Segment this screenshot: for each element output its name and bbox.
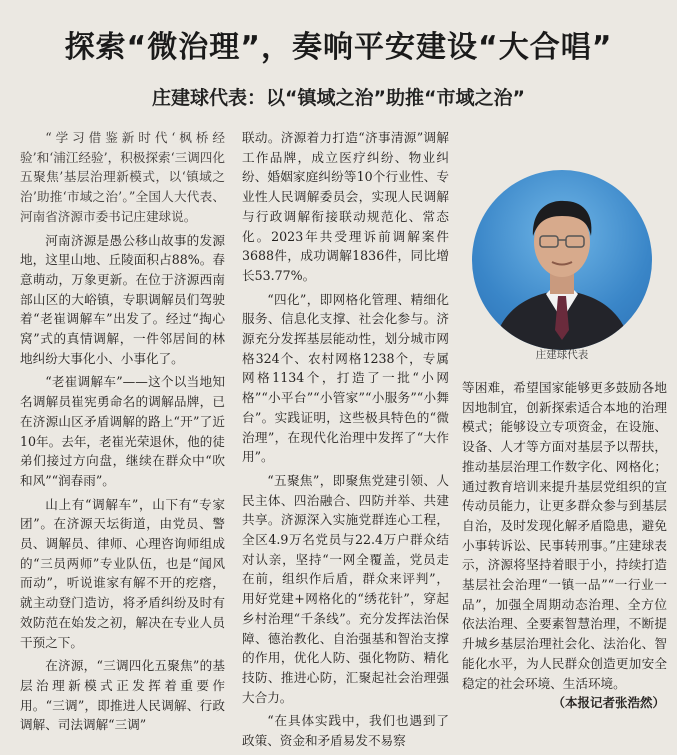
article-column-3 bbox=[462, 378, 667, 697]
photo-caption: 庄建球代表 bbox=[535, 349, 589, 361]
paragraph: 在济源，“三调四化五聚焦”的基层治理新模式正发挥着重要作用。“三调”，即推进人民调解、行政调解、司法调解“三调” bbox=[20, 658, 225, 733]
paragraph: 等困难，希望国家能够更多鼓励各地因地制宜，创新探索适合本地的治理模式；能够设立专项资金，在设施、设备、人才等方面对基层予以帮扶，推动基层治理工作数字化、网格化；通过教育培训来提升基层党组织的宣传动员能力，让更多群众参与到基层自治，及时发现化解矛盾隐患，避免小事转诉讼、民事转刑事。”庄建球表示，济源将坚持着眼于小，持续打造基层社会治理“一镇一品”“一行业一品”，加强全周期动态治理、全方位依法治理、全要素智慧治理，不断提升城乡基层治理社会化、法治化、智能化水平，为人民群众创造更加安全稳定的社会环境、生活环境。 bbox=[462, 380, 667, 691]
subheadline: 庄建球代表：以“镇域之治”助推“市域之治” bbox=[152, 87, 525, 109]
paragraph: “五聚焦”，即聚焦党建引领、人民主体、四治融合、四防并举、共建共享。济源深入实施党群连心工程，全区4.9万名党员与22.4万户群众结对认亲，坚持“一网全覆盖，党员走在前，组织作后盾，群众来评判”，用好党建+网格化的“绣花针”，穿起乡村治理“千条线”。充分发挥法治保障、德治教化、自治强基和智治支撑的作用，优化人防、强化物防、精化技防、推进心防，汇聚起社会治理强大合力。 bbox=[242, 472, 449, 705]
paragraph: 山上有“调解车”，山下有“专家团”。在济源天坛街道，由党员、警员、调解员、律师、心理咨询师组成的“三员两师”专业队伍，也是“闻风而动”，听说谁家有解不开的疙瘩，就主动登门造访，将矛盾纠纷及时有效防范在始发之初，解决在专业人员干预之下。 bbox=[20, 496, 225, 650]
portrait-illustration bbox=[472, 170, 652, 350]
article-column-2 bbox=[242, 128, 449, 755]
paragraph: “老崔调解车”——这个以当地知名调解员崔宪勇命名的调解品牌，已在济源山区矛盾调解的路上“开”了近10年。去年，老崔光荣退休，他的徒弟们接过方向盘，继续在群众中“吹和风”“润春雨”。 bbox=[20, 374, 225, 488]
headline: 探索“微治理”，奏响平安建设“大合唱” bbox=[64, 30, 613, 65]
portrait-photo bbox=[472, 170, 652, 350]
byline: （本报记者张浩然） bbox=[552, 695, 665, 710]
paragraph: “四化”，即网格化管理、精细化服务、信息化支撑、社会化参与。济源充分发挥基层能动性，划分城市网格324个、农村网格1238个，专属网格1134个，打造了一批“小网格”“小平台”“小管家”“小服务”“小舞台”。实践证明，这些极具特色的“微治理”，在现代化治理中发挥了“大作用”。 bbox=[242, 291, 449, 465]
paragraph: “在具体实践中，我们也遇到了政策、资金和矛盾易发不易察 bbox=[242, 713, 449, 749]
paragraph: 联动。济源着力打造“济事清源”调解工作品牌，成立医疗纠纷、物业纠纷、婚姻家庭纠纷等10个行业性、专业性人民调解委员会，实现人民调解与行政调解衔接联动规范化、常态化。2023年共受理诉前调解案件3688件，成功调解1836件，同比增长53.77%。 bbox=[242, 130, 449, 283]
article-column-1 bbox=[20, 128, 225, 739]
paragraph: “学习借鉴新时代‘枫桥经验’和‘浦江经验’，积极探索‘三调四化五聚焦’基层治理新模式，以‘镇域之治’助推‘市域之治’。”全国人大代表、河南省济源市委书记庄建球说。 bbox=[20, 130, 225, 224]
paragraph: 河南济源是愚公移山故事的发源地，这里山地、丘陵面积占88%。春意萌动，万象更新。在位于济源西南部山区的大峪镇，专职调解员们驾驶着“老崔调解车”出发了。经过“掏心窝”式的真情调解，一件邻居间的林地纠纷大事化小、小事化了。 bbox=[20, 232, 225, 366]
